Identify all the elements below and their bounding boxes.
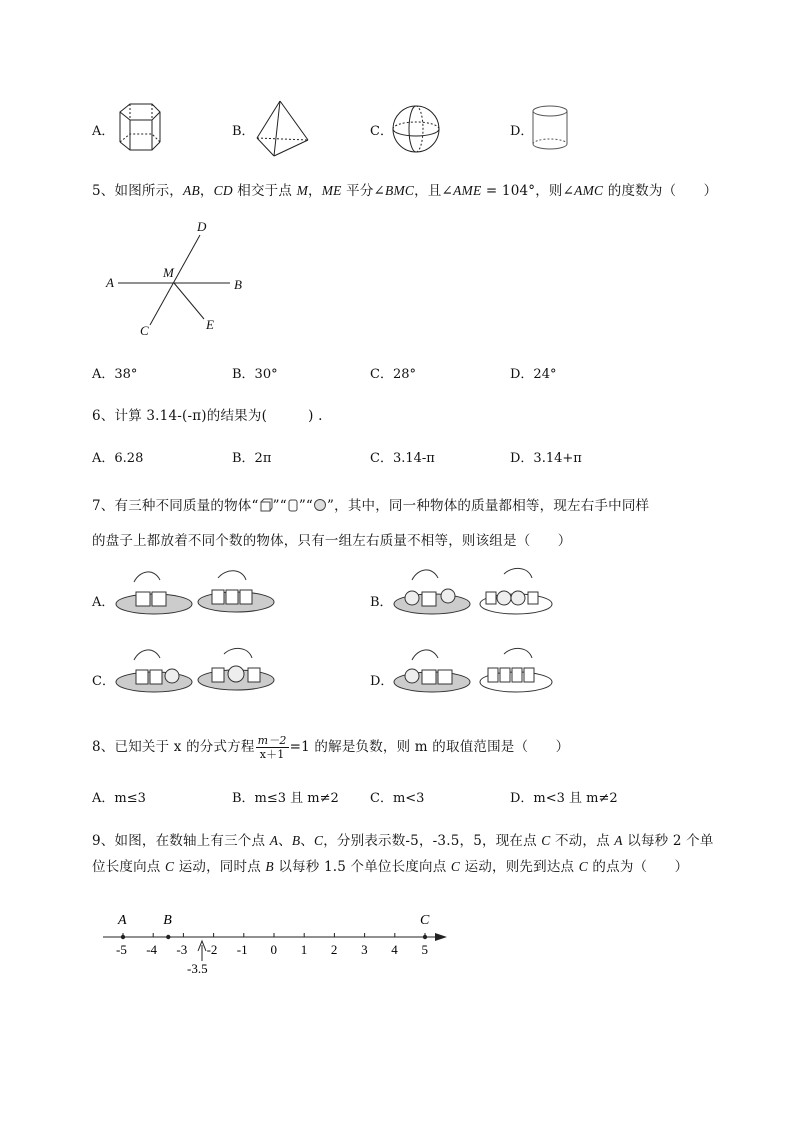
q9-line2: 位长度向点 C 运动，同时点 B 以每秒 1.5 个单位长度向点 C 运动，则先到达点 C 的点为（ ）: [92, 859, 689, 875]
q8-option-a[interactable]: A．m≤3: [92, 791, 146, 806]
q6-option-b[interactable]: B．2π: [232, 451, 272, 466]
q7-option-c[interactable]: C．: [92, 674, 115, 689]
b-pointer-arrow: [198, 941, 206, 961]
point-label-c: C: [420, 913, 430, 928]
point-b: [166, 935, 170, 939]
hexagonal-prism-icon: [114, 100, 164, 156]
q5-option-c[interactable]: C．28°: [370, 367, 416, 382]
q4-option-a[interactable]: [92, 120, 114, 139]
q4-option-d-label: D．: [510, 124, 534, 139]
tick-label: 1: [300, 942, 308, 957]
q7-line1: 7、有三种不同质量的物体“ ”“ ”“ ”，其中，同一种物体的质量都相等，现左右手中同样: [92, 498, 650, 514]
tick-label: 3: [361, 942, 368, 957]
q8-option-d[interactable]: D．m<3 且 m≠2: [510, 791, 618, 806]
q7-option-d-plates: [392, 646, 557, 704]
label-b: B: [234, 277, 242, 292]
q8-option-b[interactable]: B．m≤3 且 m≠2: [232, 791, 339, 806]
axis-arrow: [435, 933, 447, 941]
q8-fraction: $\frac{m-2}{x+1}$: [257, 734, 287, 761]
label-d: D: [197, 219, 207, 234]
q7-option-a[interactable]: A．: [92, 595, 115, 610]
q4-option-b-label: B．: [232, 124, 255, 139]
label-a: A: [106, 275, 114, 290]
tick-label: -5: [116, 942, 127, 957]
q6-option-a[interactable]: A．6.28: [92, 451, 144, 466]
point-c: [423, 935, 427, 939]
q7-line2: 的盘子上都放着不同个数的物体，只有一组左右质量不相等，则该组是（ ）: [92, 533, 572, 549]
q8-option-c[interactable]: C．m<3: [370, 791, 425, 806]
q7-option-c-plates: [114, 646, 279, 704]
point-label-a: A: [118, 913, 127, 928]
cylinder-icon: [530, 104, 570, 152]
q7-option-b-plates: [392, 566, 557, 626]
q4-option-b[interactable]: [232, 120, 255, 139]
q5-option-a[interactable]: A．38°: [92, 367, 138, 382]
tetrahedron-icon: [254, 98, 312, 160]
q8-text: 8、已知关于 x 的分式方程 $\frac{m-2}{x+1}$ =1 的解是负数，则 m 的取值范围是（ ）: [92, 734, 570, 761]
q9-line1: 9、如图，在数轴上有三个点 A、B、C，分别表示数-5，-3.5，5，现在点 C 不动，点 A 以每秒 2 个单: [92, 833, 714, 849]
ball-icon: [313, 498, 327, 512]
tick-label: 5: [421, 942, 428, 957]
q5-text: 5、如图所示，AB，CD 相交于点 M，ME 平分∠BMC，且∠AME = 104°，则∠AMC 的度数为（ ）: [92, 183, 718, 199]
tick-label: -1: [236, 942, 248, 957]
q5-option-b[interactable]: B．30°: [232, 367, 278, 382]
sphere-icon: [391, 104, 441, 154]
q4-option-a-label: A．: [92, 124, 115, 139]
tick-label: -3: [176, 942, 188, 957]
small-cylinder-icon: [287, 498, 299, 512]
q4-option-c[interactable]: [370, 120, 393, 139]
tick-label: 4: [391, 942, 398, 957]
q6-option-d[interactable]: D．3.14+π: [510, 451, 582, 466]
tick-label: 2: [330, 942, 338, 957]
q5-figure: [100, 215, 260, 340]
point-label-b: B: [163, 913, 172, 928]
line-cd: [150, 235, 200, 325]
tick-label: 0: [270, 942, 277, 957]
q6-text: 6、计算 3.14-(-π)的结果为( ) .: [92, 408, 323, 424]
q6-option-c[interactable]: C．3.14-π: [370, 451, 435, 466]
q7-option-a-plates: [114, 568, 279, 623]
tick-label: -2: [206, 942, 218, 957]
b-value-label: -3.5: [187, 961, 208, 976]
label-e: E: [206, 317, 214, 332]
cube-icon: [259, 498, 273, 512]
label-m: M: [163, 265, 174, 280]
label-c: C: [140, 323, 149, 338]
number-line: [95, 905, 455, 980]
q4-option-c-label: C．: [370, 124, 393, 139]
q5-option-d[interactable]: D．24°: [510, 367, 557, 382]
point-a: [121, 935, 125, 939]
q7-option-d[interactable]: D．: [370, 674, 394, 689]
tick-label: -4: [146, 942, 158, 957]
ray-me: [174, 283, 204, 319]
q7-option-b[interactable]: B．: [370, 595, 393, 610]
